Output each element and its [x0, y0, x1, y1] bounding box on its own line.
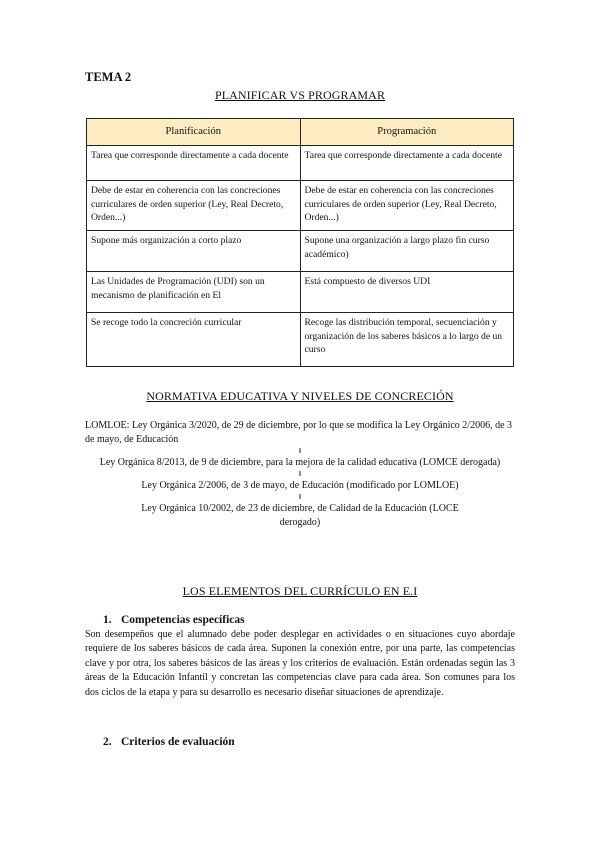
table-cell: Se recoge todo la concreción curricular — [87, 313, 301, 367]
table-cell: Debe de estar en coherencia con las concreciones curriculares de orden superior (Ley, Real Decreto, Orden...) — [300, 181, 514, 231]
table-row — [87, 313, 514, 367]
comparison-table — [86, 118, 514, 367]
section-title — [103, 736, 515, 748]
down-arrow-icon: ⇓ — [297, 470, 303, 478]
law-item: Ley Orgánica 2/2006, de 3 de mayo, de Educación (modificado por LOMLOE) — [141, 480, 459, 491]
table-cell: Está compuesto de diversos UDI — [300, 272, 514, 313]
section-paragraph: Son desempeños que el alumnado debe poder desplegar en actividades o en situaciones cuyo abordaje requiere de los saberes básicos de cada área. Suponen la conexión entre, por una parte, las competencias clave y por otra, los saberes básicos de las áreas y los criterios de evaluación. Están ordenadas según las 3 áreas de la Educación Infantil y concretan las competencias clave para cada área. Son comunes para los dos ciclos de la etapa y para su desarrollo es necesario diseñar situaciones de aprendizaje. — [85, 629, 515, 698]
table-row — [87, 181, 514, 231]
topic-label: TEMA 2 — [85, 70, 132, 84]
table-cell: Tarea que corresponde directamente a cada docente — [87, 146, 301, 181]
table-header-planificacion: Planificación — [87, 119, 301, 146]
table-cell: Tarea que corresponde directamente a cada docente — [300, 146, 514, 181]
section-title-text: Criterios de evaluación — [121, 736, 235, 748]
law-item: LOMLOE: Ley Orgánica 3/2020, de 29 de diciembre, por lo que se modifica la Ley Orgánico 2/2006, de 3 de mayo, de Educación — [85, 420, 513, 445]
table-row — [87, 146, 514, 181]
table-cell: Supone una organización a largo plazo fin curso académico) — [300, 231, 514, 272]
table-cell: Recoge las distribución temporal, secuenciación y organización de los saberes básicos a lo largo de un curso — [300, 313, 514, 367]
section-number: 1. — [103, 614, 112, 626]
heading-normativa-educativa: NORMATIVA EDUCATIVA Y NIVELES DE CONCRECIÓN — [146, 389, 454, 403]
down-arrow-icon: ⇓ — [297, 493, 303, 501]
table-cell: Supone más organización a corto plazo — [87, 231, 301, 272]
laws-list — [85, 419, 515, 530]
table-row — [87, 231, 514, 272]
down-arrow-icon: ⇓ — [297, 447, 303, 455]
table-cell: Las Unidades de Programación (UDI) son un mecanismo de planificación en El — [87, 272, 301, 313]
heading-planificar-vs-programar: PLANIFICAR VS PROGRAMAR — [214, 88, 386, 102]
table-header-programacion: Programación — [300, 119, 514, 146]
table-header-row — [87, 119, 514, 146]
section-number: 2. — [103, 736, 112, 748]
table-cell: Debe de estar en coherencia con las concreciones curriculares de orden superior (Ley, Real Decreto, Orden...) — [87, 181, 301, 231]
section-criterios — [85, 736, 515, 748]
section-competencias — [85, 614, 515, 700]
section-title-text: Competencias específicas — [121, 614, 245, 626]
law-item: Ley Orgánica 10/2002, de 23 de diciembre, de Calidad de la Educación (LOCE derogado) — [141, 503, 459, 528]
law-item: Ley Orgánica 8/2013, de 9 de diciembre, para la mejora de la calidad educativa (LOMCE derogada) — [99, 457, 501, 468]
table-row — [87, 272, 514, 313]
section-title — [103, 614, 515, 626]
heading-elementos-curriculo: LOS ELEMENTOS DEL CURRÍCULO EN E.I — [182, 584, 418, 598]
